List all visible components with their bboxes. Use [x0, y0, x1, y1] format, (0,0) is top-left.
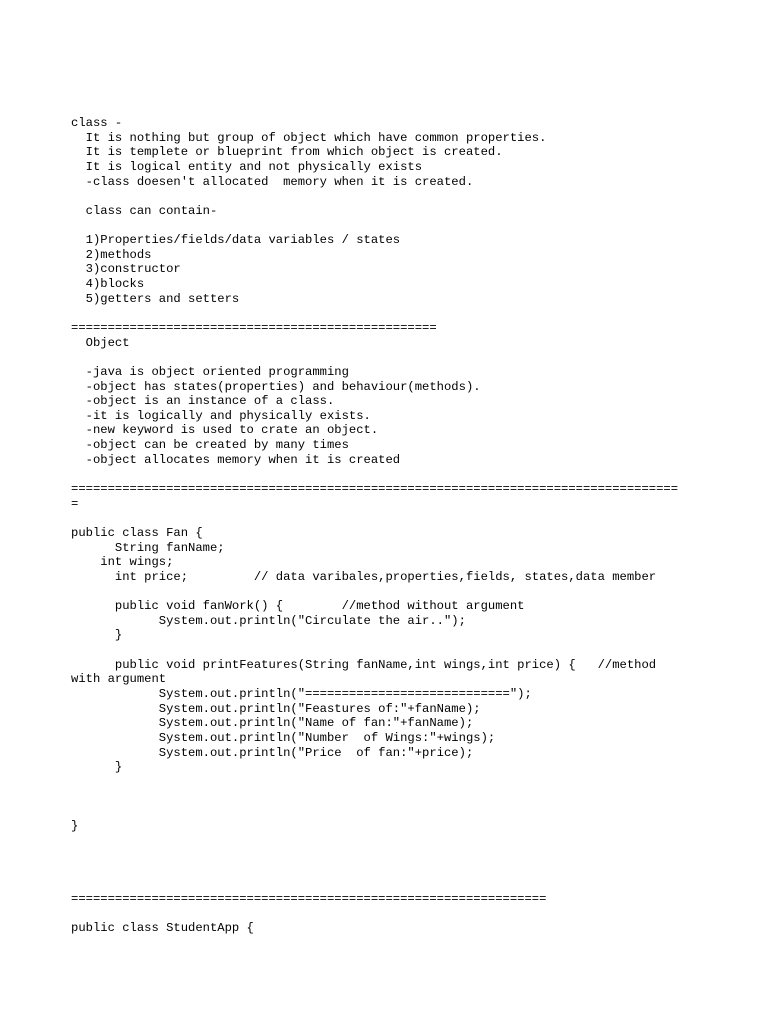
document-line — [71, 218, 711, 233]
document-line — [71, 848, 711, 863]
document-line: = — [71, 496, 79, 511]
document-line: class can contain- — [71, 203, 218, 218]
document-line: class - — [71, 116, 123, 130]
document-line: System.out.println("Feastures of:"+fanName); — [71, 701, 481, 716]
document-line — [71, 804, 711, 819]
document-line: public class Fan { — [71, 525, 203, 540]
document-line: ================================================================= — [71, 891, 547, 906]
document-line: 4)blocks — [71, 277, 145, 292]
document-line — [71, 877, 711, 892]
document-line: System.out.println("============================"); — [71, 686, 532, 701]
document-line: -object can be created by many times — [71, 438, 349, 453]
document-line: with argument — [71, 672, 167, 687]
document-line — [71, 189, 711, 204]
document-line: =================================================================================== — [71, 482, 679, 497]
document-line — [71, 350, 711, 365]
document-line: 2)methods — [71, 247, 152, 262]
document-line: } — [71, 760, 123, 775]
document-line: -it is logically and physically exists. — [71, 408, 371, 423]
document-line: -new keyword is used to crate an object. — [71, 423, 379, 438]
document-line: } — [71, 818, 79, 833]
document-line: 5)getters and setters — [71, 291, 240, 306]
document-line: public void printFeatures(String fanName,int wings,int price) { //method — [71, 657, 657, 672]
document-line — [71, 467, 711, 482]
document-line: -java is object oriented programming — [71, 364, 349, 379]
document-line: It is templete or blueprint from which object is created. — [71, 145, 503, 160]
document-line — [71, 775, 711, 790]
document-line — [71, 907, 711, 922]
document-line — [71, 511, 711, 526]
document-line: ================================================== — [71, 320, 437, 335]
document-line: System.out.println("Name of fan:"+fanName); — [71, 716, 474, 731]
document-line: public void fanWork() { //method without argument — [71, 599, 525, 614]
document-line — [71, 306, 711, 321]
document-line: int price; // data varibales,properties,fields, states,data member — [71, 569, 657, 584]
document-line: System.out.println("Price of fan:"+price); — [71, 745, 474, 760]
document-line: It is nothing but group of object which have common properties. — [71, 130, 547, 145]
document-line — [71, 585, 711, 600]
document-line: -class doesen't allocated memory when it is created. — [71, 174, 474, 189]
document-line: public class StudentApp { — [71, 921, 254, 936]
document-line: } — [71, 628, 123, 643]
document-line: -object is an instance of a class. — [71, 394, 335, 409]
document-line — [71, 789, 711, 804]
document-line: It is logical entity and not physically exists — [71, 159, 423, 174]
document-line: 3)constructor — [71, 262, 181, 277]
document-line: -object allocates memory when it is created — [71, 452, 401, 467]
document-line: -object has states(properties) and behaviour(methods). — [71, 379, 481, 394]
document-line: System.out.println("Circulate the air.."); — [71, 613, 466, 628]
document-line: int wings; — [71, 555, 174, 570]
document-body — [71, 116, 711, 936]
document-line: 1)Properties/fields/data variables / states — [71, 233, 401, 248]
document-line — [71, 833, 711, 848]
document-line: Object — [71, 335, 130, 350]
document-line: String fanName; — [71, 540, 225, 555]
document-line: System.out.println("Number of Wings:"+wings); — [71, 730, 496, 745]
document-line — [71, 863, 711, 878]
document-line — [71, 643, 711, 658]
